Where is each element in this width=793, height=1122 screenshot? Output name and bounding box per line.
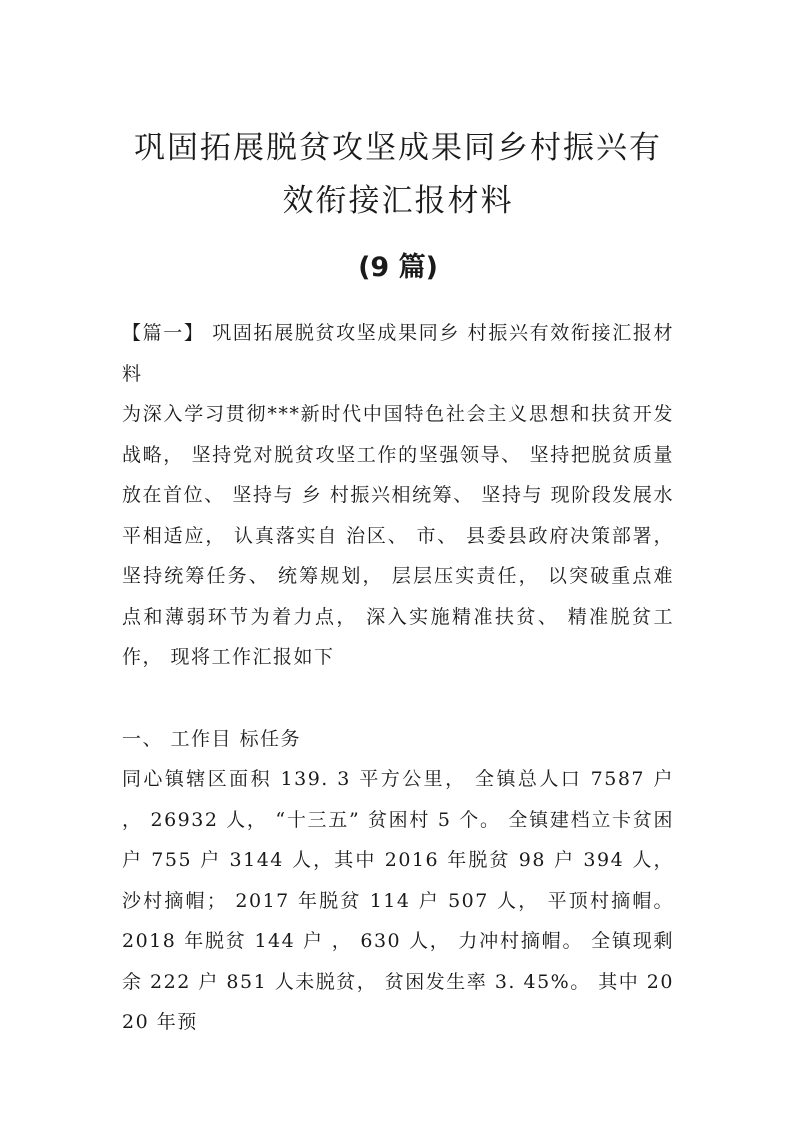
- document-body: [122, 313, 674, 1043]
- intro-paragraph: 为深入学习贯彻***新时代中国特色社会主义思想和扶贫开发战略， 坚持党对脱贫攻坚工作的坚强领导、 坚持把脱贫质量放在首位、 坚持与 乡 村振兴相统筹、 坚持与 现阶段发展水平相适应， 认真落实自 治区、 市、 县委县政府决策部署， 坚持统筹任务、 统筹规划， 层层压实责任， 以突破重点难点和薄弱环节为着力点， 深入实施精准扶贫、 精准脱贫工作， 现将工作汇报如下: [122, 403, 674, 668]
- document-subtitle: (9 篇): [358, 252, 438, 283]
- document-title: 巩固拓展脱贫攻坚成果同乡村振兴有效衔接汇报材料: [134, 130, 662, 219]
- chapter-heading: 【篇一】 巩固拓展脱贫攻坚成果同乡 村振兴有效衔接汇报材料: [122, 322, 674, 385]
- section-paragraph: 同心镇辖区面积 139. 3 平方公里， 全镇总人口 7587 户 ， 26932 人， “十三五” 贫困村 5 个。 全镇建档立卡贫困户 755 户 3144 人，其中 2016 年脱贫 98 户 394 人，沙村摘帽； 2017 年脱贫 114 户 507 人， 平顶村摘帽。 2018 年脱贫 144 户 ， 630 人， 力冲村摘帽。 全镇现剩余 222 户 851 人未脱贫， 贫困发生率 3. 45%。 其中 2020 年预: [122, 768, 674, 1033]
- section-heading: 一、 工作目 标任务: [122, 727, 302, 750]
- section-spacer: [122, 678, 674, 719]
